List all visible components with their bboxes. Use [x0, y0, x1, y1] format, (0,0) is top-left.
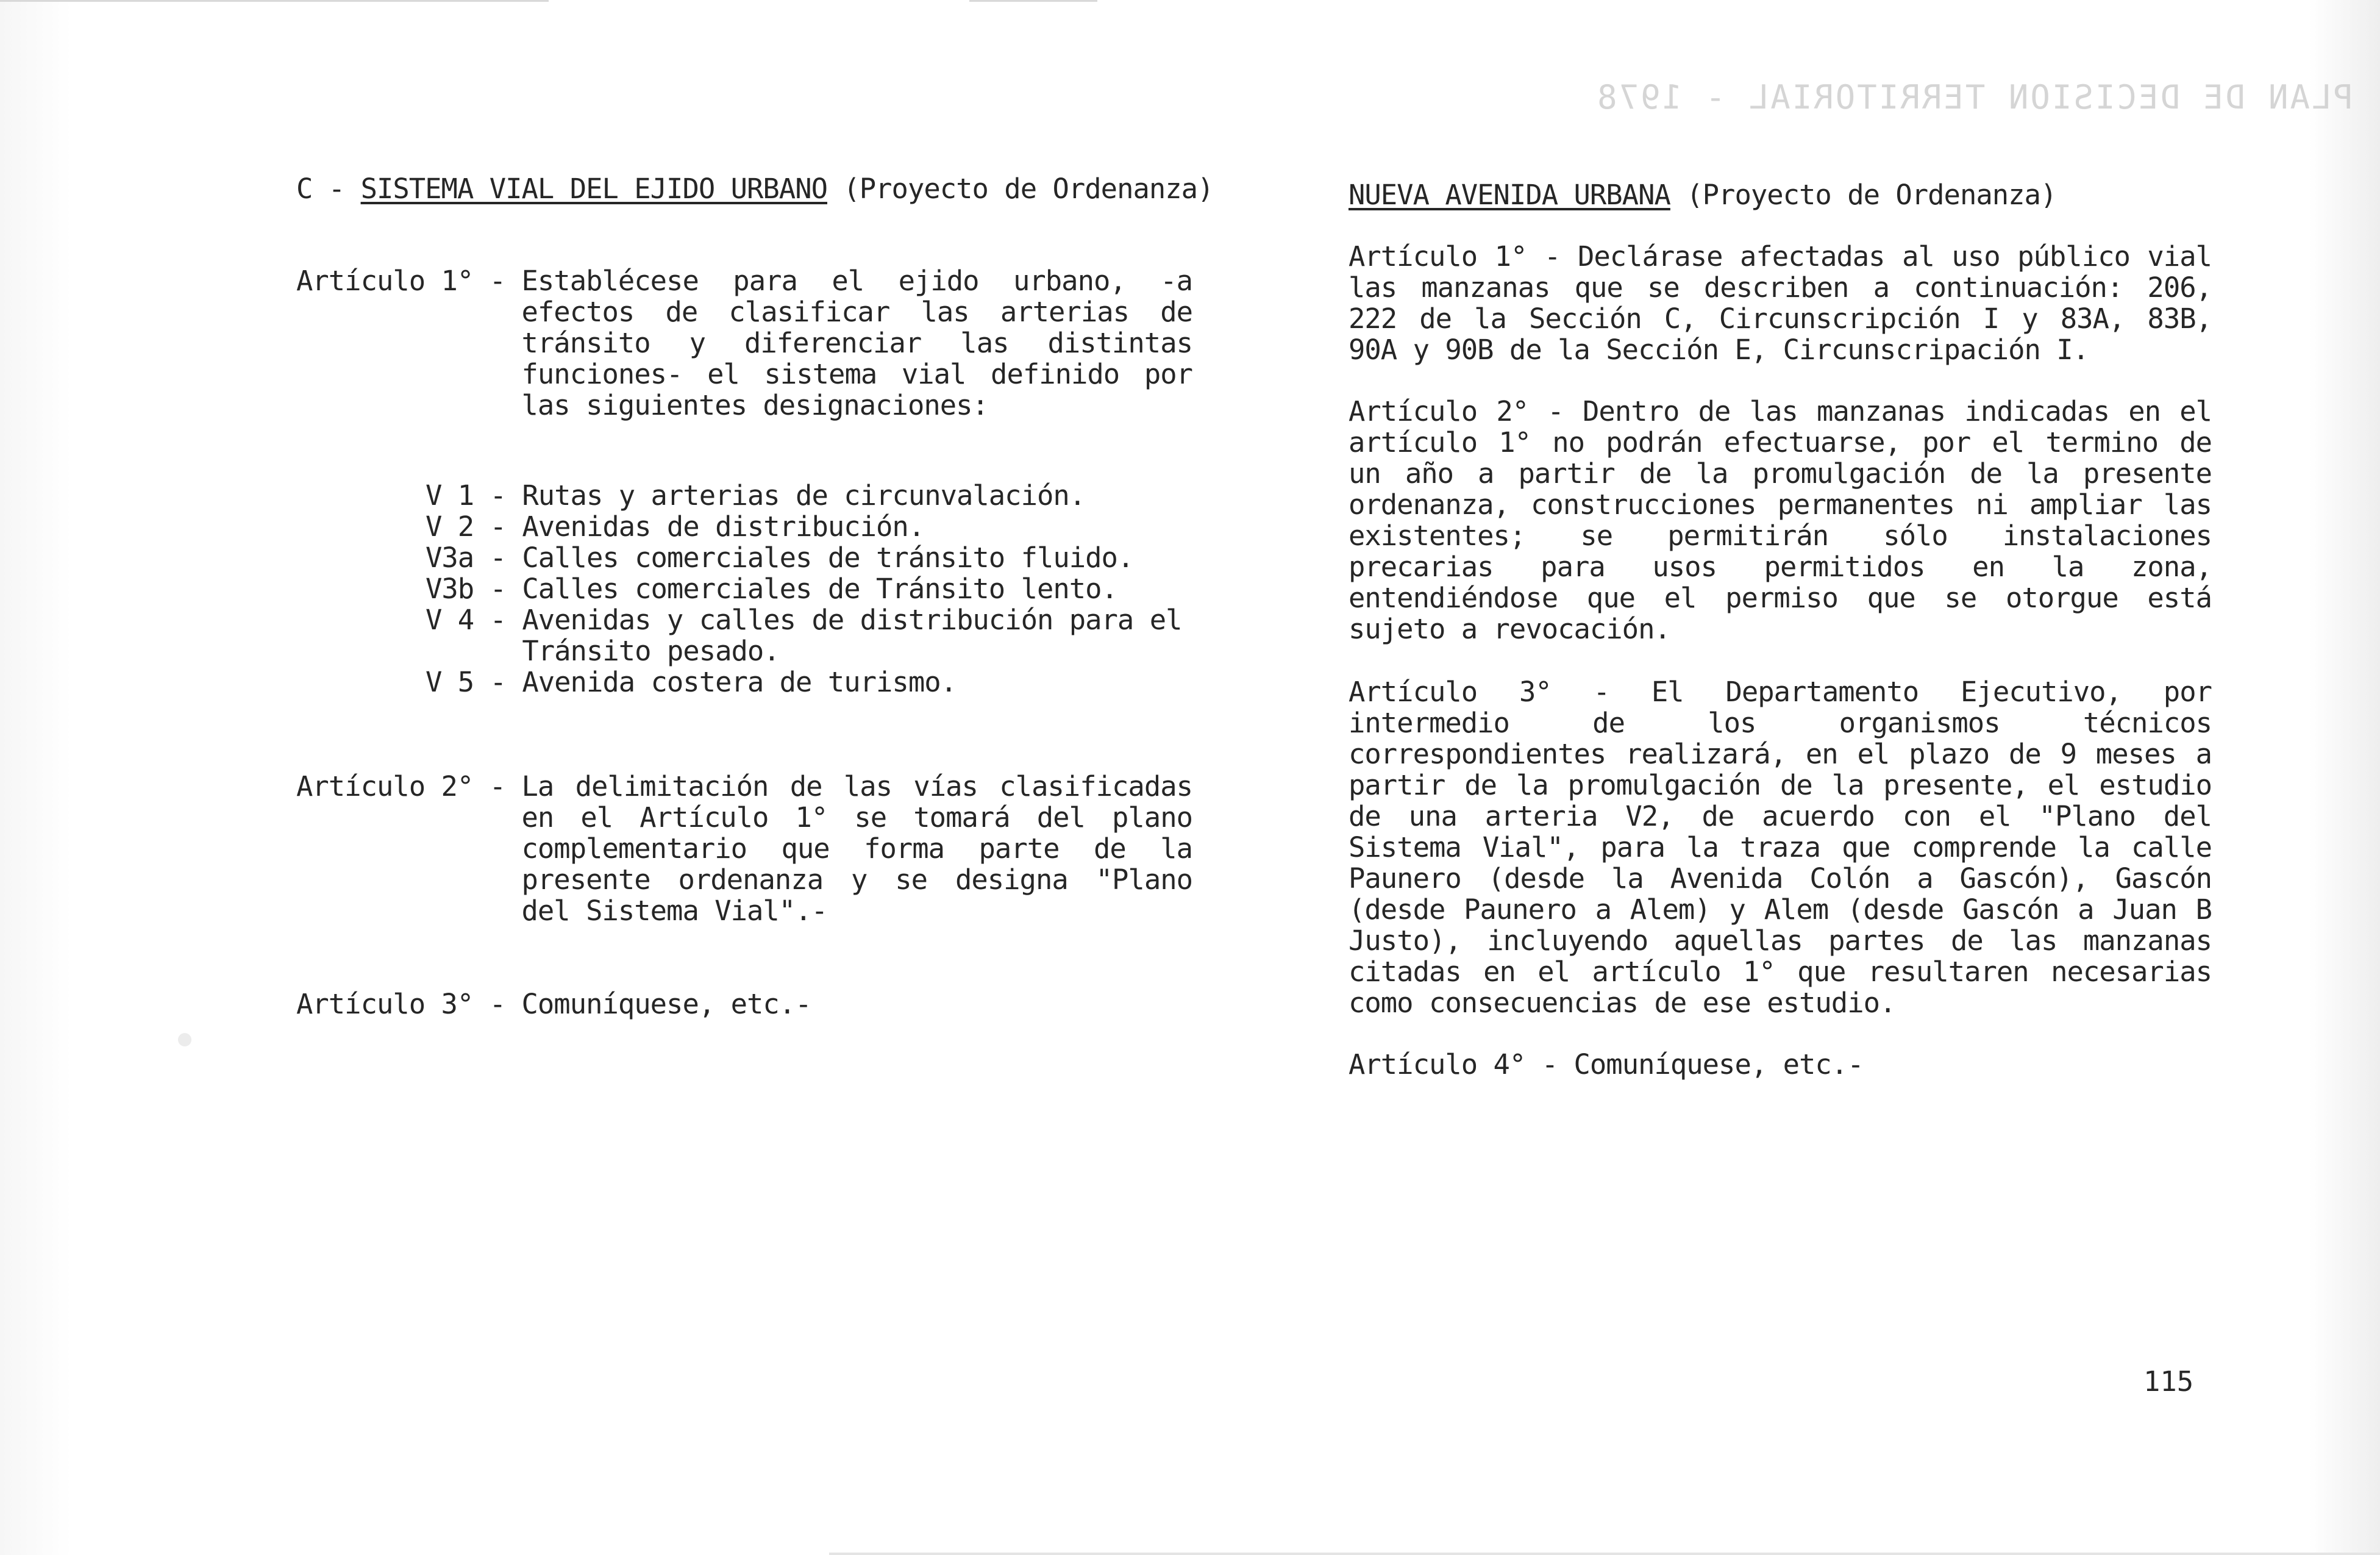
- designation-code: V3a -: [426, 542, 522, 574]
- left-article-3: [296, 988, 1192, 1020]
- list-item: [426, 667, 1192, 698]
- left-article-1-text: Establécese para el ejido urbano, -a efectos de clasificar las arterias de tránsito y diferenciar las distintas funciones- el sistema vial definido por las siguientes designaciones:: [521, 265, 1192, 421]
- left-heading-subtitle: (Proyecto de Ordenanza): [827, 173, 1214, 205]
- right-heading-title: NUEVA AVENIDA URBANA: [1349, 179, 1670, 211]
- left-heading-title: SISTEMA VIAL DEL EJIDO URBANO: [360, 173, 827, 205]
- designation-text: Calles comerciales de Tránsito lento.: [522, 573, 1117, 605]
- scan-edge-mark: [969, 0, 1097, 2]
- right-article-1: [1349, 241, 2212, 365]
- left-article-3-text: Comuníquese, etc.-: [521, 988, 811, 1020]
- left-article-2-label: Artículo 2° -: [296, 770, 522, 803]
- left-column: [296, 173, 1214, 1020]
- list-item: [426, 542, 1192, 573]
- left-article-1: [296, 265, 1192, 421]
- designation-text: Avenidas y calles de distribución para el Tránsito pesado.: [522, 604, 1182, 667]
- designation-code: V 2 -: [426, 510, 522, 543]
- designation-text: Calles comerciales de tránsito fluido.: [522, 542, 1134, 574]
- page-number: 115: [2143, 1365, 2194, 1398]
- scan-edge-mark: [0, 0, 549, 2]
- left-article-2: [296, 771, 1192, 926]
- right-article-3-text: El Departamento Ejecutivo, por intermedio de los organismos técnicos correspondientes realizará, en el plazo de 9 meses a partir de la promulgación de la presente, el estudio de una arteria V2, de acuerdo con el "Plano del Sistema Vial", para la traza que comprende la calle Paunero (desde la Avenida Colón a Gascón), Gascón (desde Paunero a Alem) y Alem (desde Gascón a Juan B Justo), incluyendo aquellas partes de las manzanas citadas en el artículo 1° que resultaren necesarias como consecuencias de ese estudio.: [1349, 676, 2212, 1019]
- left-heading-prefix: C -: [296, 173, 361, 205]
- designation-code: V 1 -: [426, 479, 522, 512]
- designation-text: Rutas y arterias de circunvalación.: [522, 479, 1086, 512]
- list-item: [426, 480, 1192, 511]
- left-article-3-label: Artículo 3° -: [296, 988, 522, 1020]
- left-article-1-label: Artículo 1° -: [296, 265, 522, 297]
- scan-speck: [178, 1033, 191, 1046]
- list-item: [426, 511, 1192, 542]
- right-article-4-text: Comuníquese, etc.-: [1573, 1048, 1864, 1081]
- designation-code: V3b -: [426, 573, 522, 605]
- designation-text: Avenida costera de turismo.: [522, 666, 957, 698]
- designation-code: V 5 -: [426, 666, 522, 698]
- designation-list: [296, 480, 1192, 698]
- designation-code: V 4 -: [426, 604, 522, 636]
- left-article-2-text: La delimitación de las vías clasificadas en el Artículo 1° se tomará del plano complementario que forma parte de la presente ordenanza y se designa "Plano del Sistema Vial".-: [521, 770, 1192, 927]
- right-article-4: [1349, 1049, 2212, 1080]
- right-column: [1349, 179, 2212, 1080]
- right-article-1-label: Artículo 1° -: [1349, 240, 1578, 273]
- right-heading-subtitle: (Proyecto de Ordenanza): [1670, 179, 2057, 211]
- right-article-2-label: Artículo 2° -: [1349, 395, 1583, 427]
- right-heading: [1349, 179, 2212, 210]
- left-heading: [296, 173, 1214, 205]
- right-article-2: [1349, 396, 2212, 645]
- bleed-through-text: PLAN DE DECISION TERRITORIAL - 1978: [1595, 78, 2353, 116]
- right-article-3-label: Artículo 3° -: [1349, 676, 1651, 708]
- list-item: [426, 604, 1192, 667]
- right-article-3: [1349, 676, 2212, 1018]
- scan-edge-mark: [829, 1553, 2380, 1555]
- right-article-1-text: Declárase afectadas al uso público vial las manzanas que se describen a continuación: 206, 222 de la Sección C, Circunscripción I y 83A, 83B, 90A y 90B de la Sección E, Circunscripación I.: [1349, 240, 2212, 366]
- right-article-2-text: Dentro de las manzanas indicadas en el artículo 1° no podrán efectuarse, por el termino de un año a partir de la promulgación de la presente ordenanza, construcciones permanentes ni ampliar las existentes; se permitirán sólo instalaciones precarias para usos permitidos en la zona, entendiéndose que el permiso que se otorgue está sujeto a revocación.: [1349, 395, 2212, 645]
- list-item: [426, 573, 1192, 604]
- right-article-4-label: Artículo 4° -: [1349, 1048, 1574, 1081]
- designation-text: Avenidas de distribución.: [522, 510, 925, 543]
